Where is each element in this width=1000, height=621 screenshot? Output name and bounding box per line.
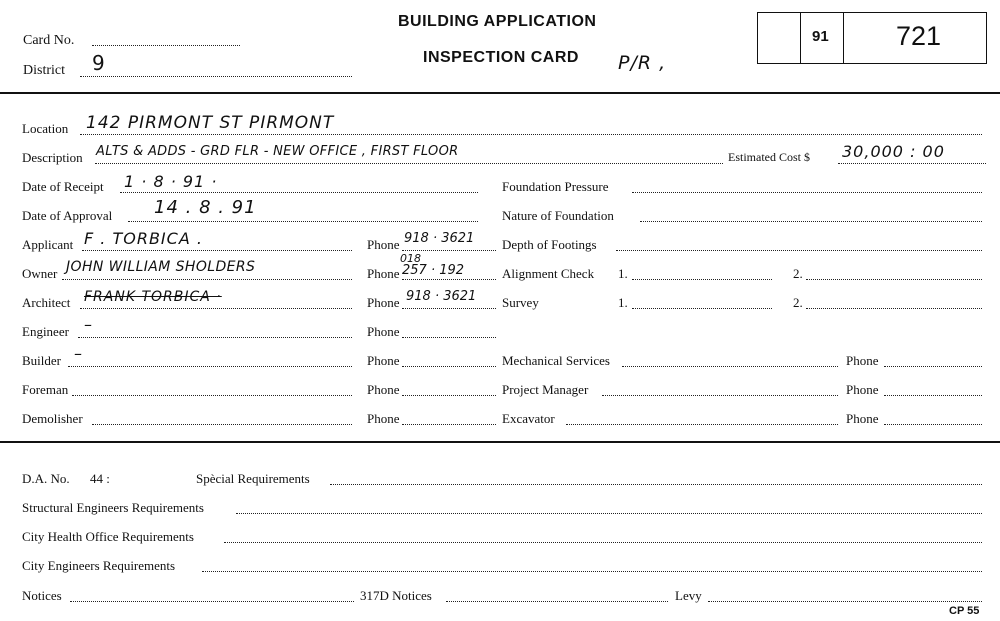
survey-label: Survey xyxy=(502,295,539,310)
details-divider xyxy=(0,441,1000,443)
architect-field[interactable] xyxy=(80,308,352,309)
district-value: 9 xyxy=(92,51,106,75)
depth-of-footings-field[interactable] xyxy=(616,250,982,251)
card-year: 91 xyxy=(812,28,829,45)
alignment-check-2-label: 2. xyxy=(793,266,803,281)
date-of-approval-value: 14 . 8 . 91 xyxy=(154,197,257,218)
foreman-field[interactable] xyxy=(72,395,352,396)
nature-of-foundation-label: Nature of Foundation xyxy=(502,208,614,223)
project-manager-phone-field[interactable] xyxy=(884,395,982,396)
date-of-receipt-value: 1 · 8 · 91 · xyxy=(124,172,218,191)
header-divider xyxy=(0,92,1000,94)
notices-field[interactable] xyxy=(70,601,354,602)
owner-label: Owner xyxy=(22,266,58,281)
excavator-phone-field[interactable] xyxy=(884,424,982,425)
description-field[interactable] xyxy=(95,163,723,164)
location-field[interactable] xyxy=(80,134,982,135)
card-no-label: Card No. xyxy=(23,33,75,48)
foreman-phone-label: Phone xyxy=(367,382,400,397)
alignment-check-1-field[interactable] xyxy=(632,279,772,280)
form-title: BUILDING APPLICATION xyxy=(398,13,597,30)
mechanical-services-phone-field[interactable] xyxy=(884,366,982,367)
alignment-check-2-field[interactable] xyxy=(806,279,982,280)
notices-label: Notices xyxy=(22,588,62,603)
owner-field[interactable] xyxy=(62,279,352,280)
da-no-value: 44 : xyxy=(90,471,110,486)
project-manager-label: Project Manager xyxy=(502,382,589,397)
date-of-receipt-label: Date of Receipt xyxy=(22,179,104,194)
demolisher-phone-label: Phone xyxy=(367,411,400,426)
architect-phone-label: Phone xyxy=(367,295,400,310)
city-health-label: City Health Office Requirements xyxy=(22,529,194,544)
engineer-value: – xyxy=(84,315,93,334)
location-value: 142 PIRMONT ST PIRMONT xyxy=(86,113,335,133)
builder-phone-label: Phone xyxy=(367,353,400,368)
foreman-phone-field[interactable] xyxy=(402,395,496,396)
engineer-field[interactable] xyxy=(78,337,352,338)
project-manager-phone-label: Phone xyxy=(846,382,879,397)
excavator-phone-label: Phone xyxy=(846,411,879,426)
excavator-field[interactable] xyxy=(566,424,838,425)
estimated-cost-field[interactable] xyxy=(838,163,986,164)
date-of-approval-label: Date of Approval xyxy=(22,208,113,223)
builder-field[interactable] xyxy=(68,366,352,367)
architect-phone-field[interactable] xyxy=(402,308,496,309)
applicant-field[interactable] xyxy=(82,250,352,251)
owner-phone-label: Phone xyxy=(367,266,400,281)
engineer-label: Engineer xyxy=(22,324,69,339)
builder-label: Builder xyxy=(22,353,61,368)
applicant-phone-label: Phone xyxy=(367,237,400,252)
foreman-label: Foreman xyxy=(22,382,69,397)
architect-phone: 918 · 3621 xyxy=(406,289,477,304)
project-manager-field[interactable] xyxy=(602,395,838,396)
survey-2-field[interactable] xyxy=(806,308,982,309)
notices-317d-field[interactable] xyxy=(446,601,668,602)
architect-value: FRANK TORBICA · xyxy=(84,289,222,305)
estimated-cost-label: Estimated Cost $ xyxy=(728,150,810,164)
foundation-pressure-field[interactable] xyxy=(632,192,982,193)
description-value: ALTS & ADDS - GRD FLR - NEW OFFICE , FIRST FLOOR xyxy=(96,144,459,159)
form-code: CP 55 xyxy=(949,605,980,617)
card-number: 721 xyxy=(896,21,942,51)
card-no-field[interactable] xyxy=(92,45,240,46)
city-engineers-label: City Engineers Requirements xyxy=(22,558,176,573)
mechanical-services-label: Mechanical Services xyxy=(502,353,610,368)
engineer-phone-field[interactable] xyxy=(402,337,496,338)
structural-engineers-field[interactable] xyxy=(236,513,982,514)
engineer-phone-label: Phone xyxy=(367,324,400,339)
district-field[interactable] xyxy=(80,76,352,77)
owner-value: JOHN WILLIAM SHOLDERS xyxy=(66,259,256,275)
city-health-field[interactable] xyxy=(224,542,982,543)
owner-phone: 257 · 192 xyxy=(402,263,465,278)
applicant-label: Applicant xyxy=(22,237,74,252)
survey-1-label: 1. xyxy=(618,295,628,310)
demolisher-phone-field[interactable] xyxy=(402,424,496,425)
alignment-check-label: Alignment Check xyxy=(502,266,595,281)
city-engineers-field[interactable] xyxy=(202,571,982,572)
nature-of-foundation-field[interactable] xyxy=(640,221,982,222)
survey-1-field[interactable] xyxy=(632,308,772,309)
levy-field[interactable] xyxy=(708,601,982,602)
owner-phone-prefix: 018 xyxy=(400,252,421,265)
handwritten-annotation: P/R , xyxy=(618,52,667,74)
demolisher-field[interactable] xyxy=(92,424,352,425)
district-label: District xyxy=(23,63,65,78)
survey-2-label: 2. xyxy=(793,295,803,310)
foundation-pressure-label: Foundation Pressure xyxy=(502,179,609,194)
special-requirements-label: Spècial Requirements xyxy=(196,471,310,486)
location-label: Location xyxy=(22,121,69,136)
architect-label: Architect xyxy=(22,295,71,310)
estimated-cost-value: 30,000 : 00 xyxy=(842,142,945,161)
levy-label: Levy xyxy=(675,588,702,603)
excavator-label: Excavator xyxy=(502,411,555,426)
builder-phone-field[interactable] xyxy=(402,366,496,367)
applicant-value: F . TORBICA . xyxy=(84,229,203,248)
mechanical-services-phone-label: Phone xyxy=(846,353,879,368)
structural-engineers-label: Structural Engineers Requirements xyxy=(22,500,204,515)
card-number-box xyxy=(757,12,987,64)
notices-317d-label: 317D Notices xyxy=(360,588,432,603)
special-requirements-field[interactable] xyxy=(330,484,982,485)
depth-of-footings-label: Depth of Footings xyxy=(502,237,597,252)
alignment-check-1-label: 1. xyxy=(618,266,628,281)
description-label: Description xyxy=(22,150,83,165)
mechanical-services-field[interactable] xyxy=(622,366,838,367)
form-subtitle: INSPECTION CARD xyxy=(423,49,579,66)
demolisher-label: Demolisher xyxy=(22,411,83,426)
applicant-phone: 918 · 3621 xyxy=(404,231,475,246)
date-of-receipt-field[interactable] xyxy=(120,192,478,193)
date-of-approval-field[interactable] xyxy=(128,221,478,222)
builder-value: – xyxy=(74,344,83,363)
da-no-label: D.A. No. xyxy=(22,471,70,486)
